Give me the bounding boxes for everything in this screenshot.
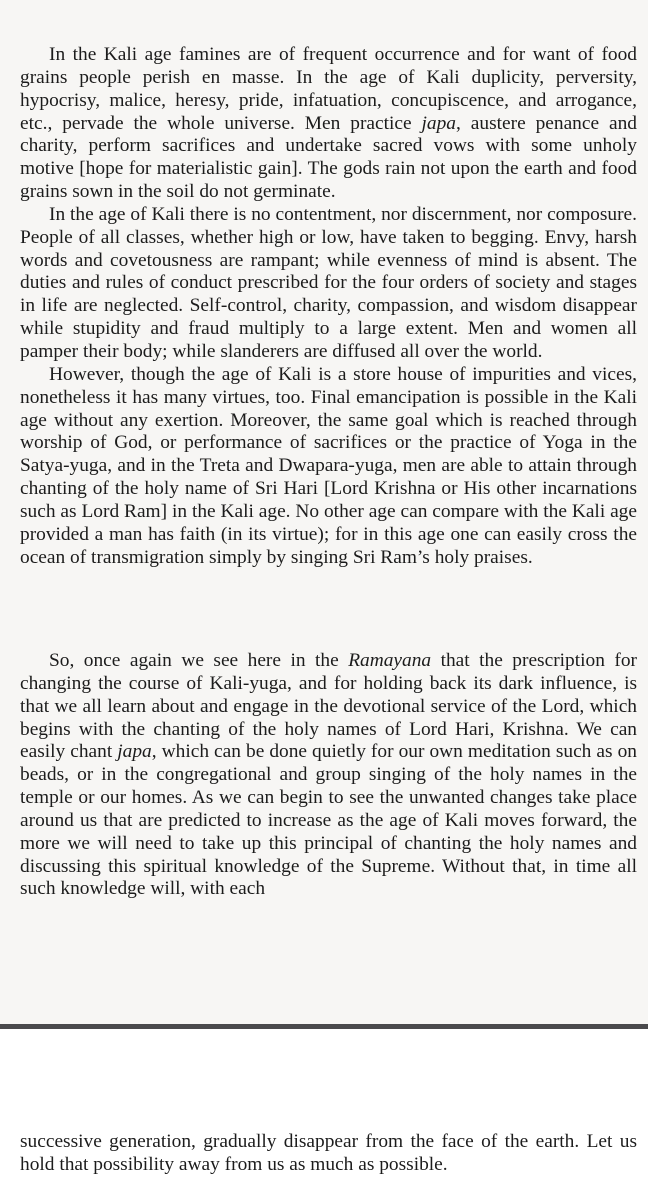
page-lower <box>0 1029 648 1200</box>
commentary-paragraph-1: So, once again we see here in the Ramayana that the prescription for changing the course of Kali-yuga, and for holding back its dark influence, is that we all learn about and engage in the devotional service of the Lord, which begins with the chanting of the holy names of Lord Hari, Krishna. We can easily chant japa, which can be done quietly for our own meditation such as on beads, or in the congregational and group singing of the holy names in the temple or our homes. As we can begin to see the unwanted changes take place around us that are predicted to increase as the age of Kali moves forward, the more we will need to take up this principal of chanting the holy names and discussing this spiritual knowledge of the Supreme. Without that, in time all such knowledge will, with each <box>20 650 637 900</box>
italic-term: japa <box>117 741 152 763</box>
author-commentary <box>20 650 637 901</box>
quote-paragraph-2: In the age of Kali there is no contentment, nor discernment, nor composure. People of all classes, whether high or low, have taken to begging. Envy, harsh words and covetousness are rampant; while evenness of mind is absent. The duties and rules of conduct prescribed for the four orders of society and stages in life are neglected. Self-control, charity, compassion, and wisdom disappear while stupidity and fraud multiply to a large extent. Men and women all pamper their body; while slanderers are diffused all over the world. <box>20 203 637 362</box>
quote-paragraph-3: However, though the age of Kali is a store house of impurities and vices, nonetheless it has many virtues, too. Final emancipation is possible in the Kali age without any exertion. Moreover, the same goal which is reached through worship of God, or performance of sacrifices or the practice of Yoga in the Satya-yuga, and in the Treta and Dwapara-yuga, men are able to attain through chanting of the holy name of Sri Hari [Lord Krishna or His other incarnations such as Lord Ram] in the Kali age. No other age can compare with the Kali age provided a man has faith (in its virtue); for in this age one can easily cross the ocean of transmigration simply by singing Sri Ram’s holy praises. <box>20 363 637 568</box>
continuation-text <box>20 1131 637 1177</box>
quote-paragraph-1: In the Kali age famines are of frequent occurrence and for want of food grains people perish en masse. In the age of Kali duplicity, perversity, hypocrisy, malice, heresy, pride, infatuation, concupiscence, and arrogance, etc., pervade the whole universe. Men practice japa, austere penance and charity, perform sacrifices and undertake sacred vows with some unholy motive [hope for materialistic gain]. The gods rain not upon the earth and food grains sown in the soil do not germinate. <box>20 44 637 203</box>
ramayana-quote <box>20 44 637 569</box>
continuation-paragraph-1: successive generation, gradually disappear from the face of the earth. Let us hold that possibility away from us as much as possible. <box>20 1131 637 1175</box>
italic-term: japa <box>421 112 457 134</box>
italic-term: Ramayana <box>348 650 432 671</box>
